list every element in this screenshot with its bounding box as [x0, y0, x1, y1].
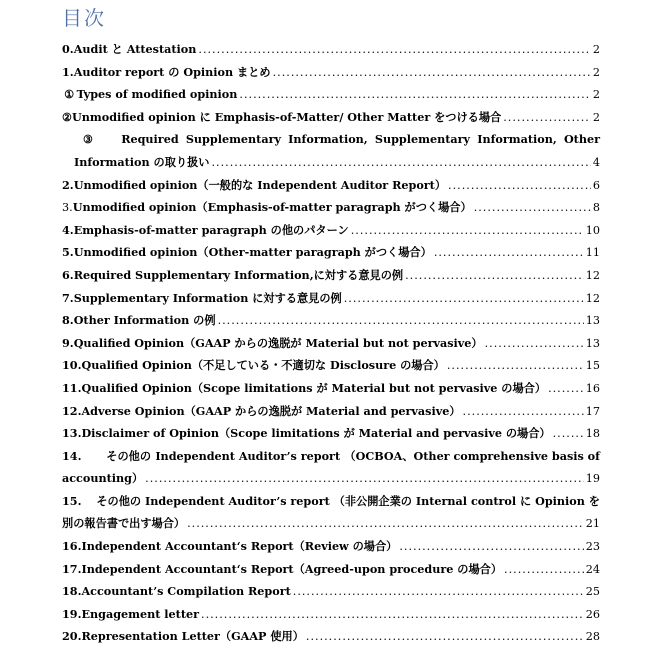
entry-number: 13.	[62, 426, 82, 441]
entry-title-word: その他の	[106, 448, 152, 463]
entry-page: 15	[585, 359, 600, 373]
entry-number: 10.	[62, 358, 82, 373]
entry-title: Other Information の例	[73, 313, 216, 328]
entry-title-word: Required	[121, 132, 179, 147]
entry-number: 12.	[62, 403, 82, 418]
toc-entry[interactable]	[62, 38, 600, 61]
entry-page: 17	[585, 404, 600, 418]
leader-dots	[399, 536, 583, 559]
entry-page: 13	[585, 314, 600, 328]
leader-dots	[351, 220, 584, 243]
entry-title: Qualified Opinion（不足している・不適切な Disclosure の場合）	[81, 358, 445, 373]
toc-entry[interactable]	[62, 174, 600, 197]
entry-page: 4	[592, 155, 600, 169]
entry-number: 8.	[62, 313, 74, 328]
toc-entry[interactable]	[62, 558, 600, 581]
leader-dots	[548, 378, 584, 401]
toc-entry[interactable]	[62, 445, 600, 468]
toc-entry[interactable]	[62, 400, 600, 423]
toc-entry[interactable]	[62, 196, 600, 219]
leader-dots	[553, 423, 584, 446]
toc-list	[62, 38, 600, 648]
leader-dots	[485, 333, 584, 356]
entry-page: 26	[585, 607, 600, 621]
entry-page: 8	[592, 201, 600, 215]
entry-title-word: Supplementary	[374, 132, 471, 147]
toc-entry[interactable]	[62, 603, 600, 626]
entry-title: Audit と Attestation	[73, 42, 197, 56]
toc-entry-continuation[interactable]	[62, 151, 600, 174]
leader-dots	[434, 242, 584, 265]
entry-page: 23	[585, 540, 600, 554]
entry-title: Independent Accountant‘s Report（Review の場合）	[81, 539, 398, 554]
entry-title: Unmodified opinion（一般的な Independent Auditor Report）	[73, 177, 447, 192]
entry-title-continued: Information の取り扱い	[74, 154, 210, 169]
entry-number: 3.	[62, 201, 73, 215]
entry-title-word: Other	[563, 132, 600, 147]
toc-entry[interactable]	[62, 354, 600, 377]
toc-entry[interactable]	[62, 61, 600, 84]
toc-entry[interactable]	[62, 264, 600, 287]
entry-title: Required Supplementary Information,に対する意見の例	[73, 267, 404, 282]
toc-entry[interactable]	[62, 580, 600, 603]
leader-dots	[187, 513, 584, 536]
entry-number: 11.	[62, 380, 82, 395]
entry-page: 12	[585, 291, 600, 305]
entry-page: 6	[592, 178, 600, 192]
leader-dots	[293, 581, 584, 604]
entry-page: 13	[585, 336, 600, 350]
entry-number: 17.	[62, 561, 82, 576]
entry-page: 21	[585, 517, 600, 531]
entry-title: Types of modified opinion	[76, 87, 238, 102]
entry-number: 0.	[62, 42, 74, 56]
entry-number: 20.	[62, 629, 82, 644]
entry-number: 14.	[62, 448, 82, 463]
entry-number: 5.	[62, 245, 74, 260]
entry-title: Unmodified opinion（Emphasis-of-matter paragraph がつく場合）	[72, 200, 472, 215]
entry-number: 2.	[62, 177, 74, 192]
leader-dots	[344, 288, 584, 311]
entry-page: 11	[585, 246, 600, 260]
leader-dots	[448, 175, 591, 198]
entry-page: 28	[585, 630, 600, 644]
toc-entry[interactable]	[62, 309, 600, 332]
entry-number: 18.	[62, 584, 82, 599]
entry-number: 19.	[62, 606, 82, 621]
entry-title-word: Supplementary	[185, 132, 281, 147]
entry-page: 19	[585, 472, 600, 486]
entry-page: 24	[585, 562, 600, 576]
leader-dots	[463, 401, 584, 424]
entry-title: Representation Letter（GAAP 使用）	[81, 629, 304, 644]
toc-entry-continuation[interactable]	[62, 467, 600, 490]
entry-number: 6.	[62, 267, 74, 282]
toc-entry[interactable]	[62, 490, 600, 513]
toc-title: 目次	[62, 6, 106, 30]
leader-dots	[447, 355, 584, 378]
toc-entry[interactable]	[62, 241, 600, 264]
entry-title-word: （OCBOA、Other comprehensive basis of	[344, 448, 600, 463]
entry-title-word: Independent Auditor’s report	[155, 448, 341, 463]
toc-entry-continuation[interactable]	[62, 512, 600, 535]
entry-title: Accountant’s Compilation Report	[81, 584, 291, 599]
entry-number: 1.	[62, 64, 74, 79]
leader-dots	[145, 468, 584, 491]
entry-title-continued: 別の報告書で出す場合）	[62, 516, 186, 531]
entry-number: ②	[62, 109, 73, 124]
leader-dots	[201, 604, 584, 627]
entry-page: 2	[592, 88, 600, 102]
leader-dots	[218, 310, 584, 333]
entry-title: Qualified Opinion（GAAP からの逸脱が Material but not pervasive）	[73, 335, 483, 350]
entry-page: 16	[585, 381, 600, 395]
toc-entry[interactable]	[62, 422, 600, 445]
leader-dots	[474, 197, 591, 220]
toc-entry[interactable]	[62, 287, 600, 310]
entry-number: ③	[82, 132, 94, 147]
entry-page: 12	[585, 268, 600, 282]
entry-title-continued: accounting）	[62, 471, 144, 486]
entry-number: 15.	[62, 493, 82, 508]
leader-dots	[198, 39, 590, 62]
entry-title: Adverse Opinion（GAAP からの逸脱が Material and pervasive）	[81, 403, 461, 418]
entry-number: 4.	[62, 222, 74, 237]
entry-page: 2	[592, 65, 600, 79]
toc-entry[interactable]	[62, 106, 600, 129]
entry-title-word: Information,	[288, 132, 368, 147]
toc-entry[interactable]	[62, 83, 600, 106]
entry-title: Disclaimer of Opinion（Scope limitations が Material and pervasive の場合）	[81, 426, 551, 441]
entry-title: その他の Independent Auditor’s report （非公開企業の Internal control に Opinion を	[96, 493, 600, 508]
toc-entry[interactable]	[62, 219, 600, 242]
entry-page: 10	[585, 223, 600, 237]
leader-dots	[405, 265, 584, 288]
entry-title-word: Information,	[477, 132, 557, 147]
leader-dots	[273, 62, 591, 85]
leader-dots	[503, 107, 591, 130]
toc-entry[interactable]	[62, 377, 600, 400]
entry-title: Qualified Opinion（Scope limitations が Material but not pervasive の場合）	[81, 380, 547, 395]
entry-title: Auditor report の Opinion まとめ	[73, 64, 271, 79]
toc-entry[interactable]	[62, 332, 600, 355]
entry-number: 9.	[62, 335, 74, 350]
entry-title: Supplementary Information に対する意見の例	[73, 290, 342, 305]
entry-number: 16.	[62, 539, 82, 554]
entry-title: Engagement letter	[81, 606, 200, 621]
toc-entry[interactable]	[62, 625, 600, 648]
entry-page: 18	[585, 427, 600, 441]
entry-page: 2	[592, 43, 600, 56]
entry-title: Independent Accountant‘s Report（Agreed-upon procedure の場合）	[81, 561, 503, 576]
leader-dots	[306, 626, 584, 649]
leader-dots	[504, 559, 584, 582]
leader-dots	[239, 84, 590, 107]
entry-page: 25	[585, 585, 600, 599]
entry-page: 2	[592, 110, 600, 124]
toc-entry[interactable]	[62, 535, 600, 558]
toc-entry[interactable]	[62, 128, 600, 151]
entry-title: Unmodified opinion に Emphasis-of-Matter/ Other Matter をつける場合	[72, 109, 502, 124]
leader-dots	[211, 152, 590, 175]
entry-number: ①	[64, 87, 75, 102]
entry-number: 7.	[62, 290, 74, 305]
entry-title: Emphasis-of-matter paragraph の他のパターン	[73, 222, 349, 237]
entry-title: Unmodified opinion（Other-matter paragraph がつく場合）	[73, 245, 432, 260]
